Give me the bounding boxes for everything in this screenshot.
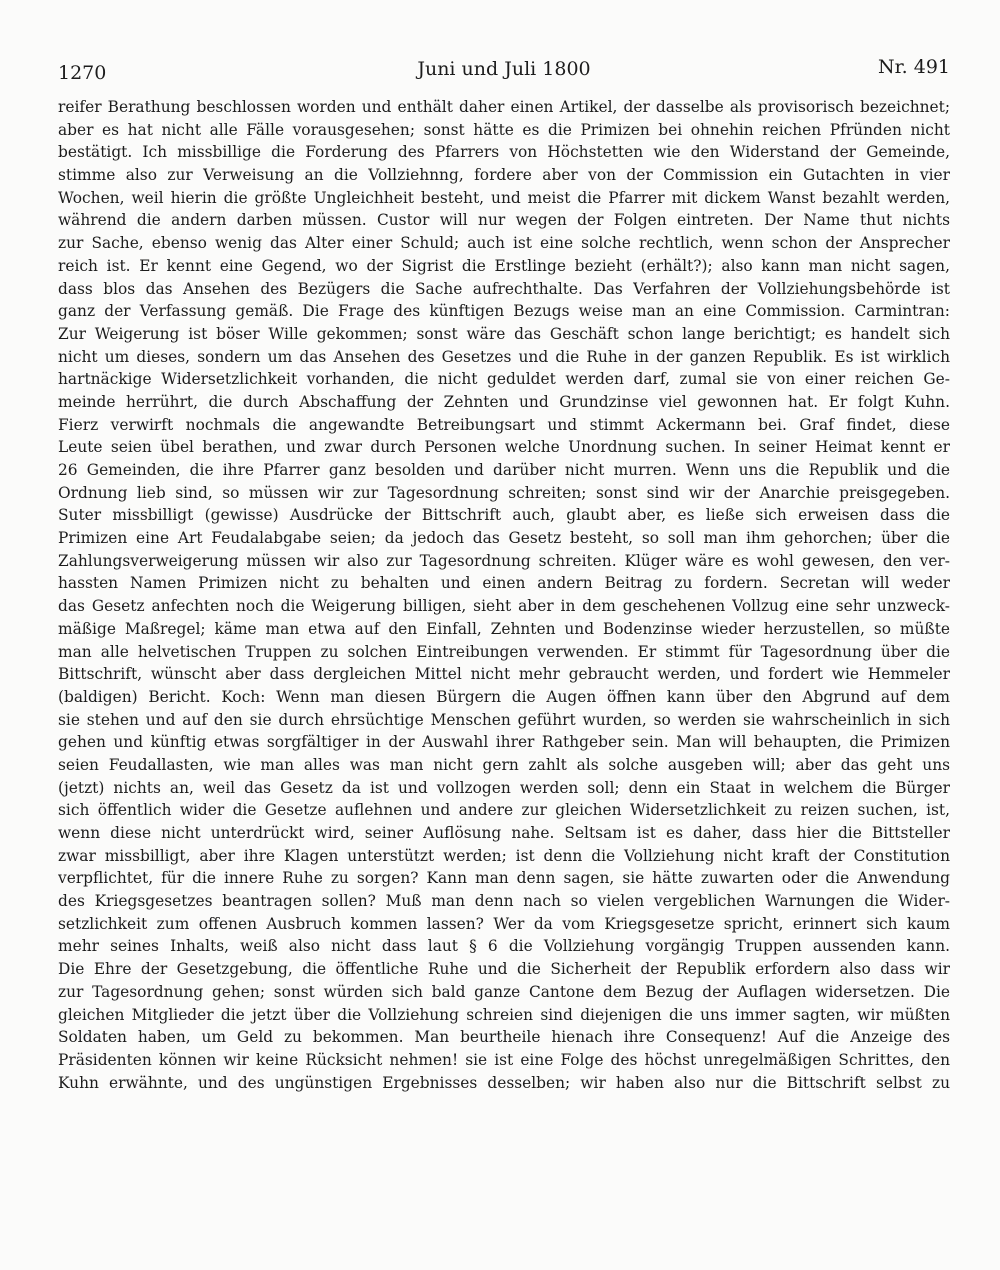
page-number: 1270 (58, 62, 107, 84)
text-line: Die Ehre der Gesetzgebung, die öffentliche Ruhe und die Sicherheit der Republik erfordern also dass wir (58, 960, 950, 979)
text-line: des Kriegsgesetzes beantragen sollen? Muß man denn nach so vielen vergeblichen Warnungen die Wider- (58, 892, 950, 911)
text-line: 26 Gemeinden, die ihre Pfarrer ganz besolden und darüber nicht murren. Wenn uns die Republik und die (58, 461, 950, 479)
text-line: während die andern darben müssen. Custor will nur wegen der Folgen eintreten. Der Name thut nichts (58, 211, 950, 230)
text-line: seien Feudallasten, wie man alles was man nicht gern zahlt als solche ausgeben will; aber das geht uns (58, 755, 950, 774)
text-line: Primizen eine Art Feudalabgabe seien; da jedoch das Gesetz besteht, so soll man ihm gehorchen; über die (58, 529, 950, 548)
text-line: mäßige Maßregel; käme man etwa auf den Einfall, Zehnten und Bodenzinse wieder herzustellen, so müßte (58, 619, 950, 638)
text-line: hassten Namen Primizen nicht zu behalten und einen andern Beitrag zu fordern. Secretan will weder (58, 574, 950, 593)
text-line: aber es hat nicht alle Fälle vorausgesehen; sonst hätte es die Primizen bei ohnehin reichen Pfründen nicht (58, 120, 950, 139)
text-line: bestätigt. Ich missbillige die Forderung des Pfarrers von Höchstetten wie den Widerstand der Gemeinde, (58, 143, 950, 162)
text-line: Fierz verwirft nochmals die angewandte Betreibungsart und stimmt Ackermann bei. Graf findet, diese (58, 415, 950, 434)
text-line: gehen und künftig etwas sorgfältiger in der Auswahl ihrer Rathgeber sein. Man will behaupten, die Primizen (58, 733, 950, 752)
running-title: Juni und Juli 1800 (417, 58, 591, 80)
text-line: man alle helvetischen Truppen zu solchen Eintreibungen verwenden. Er stimmt für Tagesordnung über die (58, 642, 950, 661)
text-line: zur Tagesordnung gehen; sonst würden sich bald ganze Cantone dem Bezug der Auflagen widersetzen. Die (58, 982, 950, 1001)
text-line: meinde herrührt, die durch Abschaffung der Zehnten und Grundzinse viel gewonnen hat. Er folgt Kuhn. (58, 392, 950, 411)
text-line: (jetzt) nichts an, weil das Gesetz da ist und vollzogen werden soll; denn ein Staat in welchem die Bürger (58, 778, 950, 797)
text-line: nicht um dieses, sondern um das Ansehen des Gesetzes und die Ruhe in der ganzen Republik. Es ist wirklich (58, 347, 950, 366)
text-line: das Gesetz anfechten noch die Weigerung billigen, sieht aber in dem geschehenen Vollzug eine sehr unzweck- (58, 597, 950, 616)
text-line: (baldigen) Bericht. Koch: Wenn man diesen Bürgern die Augen öffnen kann über den Abgrund auf dem (58, 687, 950, 706)
text-line: Kuhn erwähnte, und des ungünstigen Ergebnisses desselben; wir haben also nur die Bittschrift selbst zu (58, 1073, 950, 1092)
text-line: hartnäckige Widersetzlichkeit vorhanden, die nicht geduldet werden darf, zumal sie von einer reichen Ge- (58, 370, 950, 389)
text-line: mehr seines Inhalts, weiß also nicht dass laut § 6 die Vollziehung vorgängig Truppen aussenden kann. (58, 937, 950, 956)
document-number: Nr. 491 (878, 56, 950, 78)
text-line: Präsidenten können wir keine Rücksicht nehmen! sie ist eine Folge des höchst unregelmäßigen Schrittes, den (58, 1050, 950, 1069)
text-line: dass blos das Ansehen des Bezügers die Sache aufrechthalte. Das Verfahren der Vollziehungsbehörde ist (58, 279, 950, 298)
text-line: stimme also zur Verweisung an die Vollziehnng, fordere aber von der Commission ein Gutachten in vier (58, 166, 950, 185)
body-text (58, 96, 950, 1117)
text-line: Zur Weigerung ist böser Wille gekommen; sonst wäre das Geschäft schon lange berichtigt; es handelt sich (58, 324, 950, 343)
text-line: gleichen Mitglieder die jetzt über die Vollziehung schreien sind diejenigen die uns immer sagten, wir müßten (58, 1005, 950, 1024)
page-header (58, 56, 950, 86)
text-line: Leute seien übel berathen, und zwar durch Personen welche Unordnung suchen. In seiner Heimat kennt er (58, 438, 950, 457)
text-line: Suter missbilligt (gewisse) Ausdrücke der Bittschrift auch, glaubt aber, es ließe sich erweisen dass die (58, 506, 950, 525)
text-line: ganz der Verfassung gemäß. Die Frage des künftigen Bezugs weise man an eine Commission. Carmintran: (58, 302, 950, 321)
text-line: reich ist. Er kennt eine Gegend, wo der Sigrist die Erstlinge bezieht (erhält?); also kann man nicht sagen, (58, 256, 950, 275)
text-line (58, 1094, 950, 1117)
text-line: wenn diese nicht unterdrückt wird, seiner Auflösung nahe. Seltsam ist es daher, dass hier die Bittsteller (58, 824, 950, 842)
text-line: sich öffentlich wider die Gesetze auflehnen und andere zur gleichen Widersetzlichkeit zu reizen suchen, ist, (58, 801, 950, 820)
text-line: Ordnung lieb sind, so müssen wir zur Tagesordnung schreiten; sonst sind wir der Anarchie preisgegeben. (58, 483, 950, 502)
text-line: Zahlungsverweigerung müssen wir also zur Tagesordnung schreiten. Klüger wäre es wohl gewesen, den ver- (58, 551, 950, 570)
text-line: Bittschrift, wünscht aber dass dergleichen Mittel nicht mehr gebraucht werden, und fordert wie Hemmeler (58, 665, 950, 684)
text-line: zur Sache, ebenso wenig das Alter einer Schuld; auch ist eine solche rechtlich, wenn schon der Ansprecher (58, 234, 950, 253)
text-line: Wochen, weil hierin die größte Ungleichheit besteht, und meist die Pfarrer mit dickem Wanst bezahlt werden, (58, 188, 950, 207)
text-line: Soldaten haben, um Geld zu bekommen. Man beurtheile hienach ihre Consequenz! Auf die Anzeige des (58, 1028, 950, 1047)
text-line: verpflichtet, für die innere Ruhe zu sorgen? Kann man denn sagen, sie hätte zuwarten oder die Anwendung (58, 869, 950, 888)
text-line: reifer Berathung beschlossen worden und enthält daher einen Artikel, der dasselbe als provisorisch bezeichnet; (58, 98, 950, 116)
text-line: sie stehen und auf den sie durch ehrsüchtige Menschen geführt wurden, so werden sie wahrscheinlich in sich (58, 710, 950, 729)
text-line: setzlichkeit zum offenen Ausbruch kommen lassen? Wer da vom Kriegsgesetze spricht, erinnert sich kaum (58, 914, 950, 933)
text-line: zwar missbilligt, aber ihre Klagen unterstützt werden; ist denn die Vollziehung nicht kraft der Constitution (58, 846, 950, 865)
